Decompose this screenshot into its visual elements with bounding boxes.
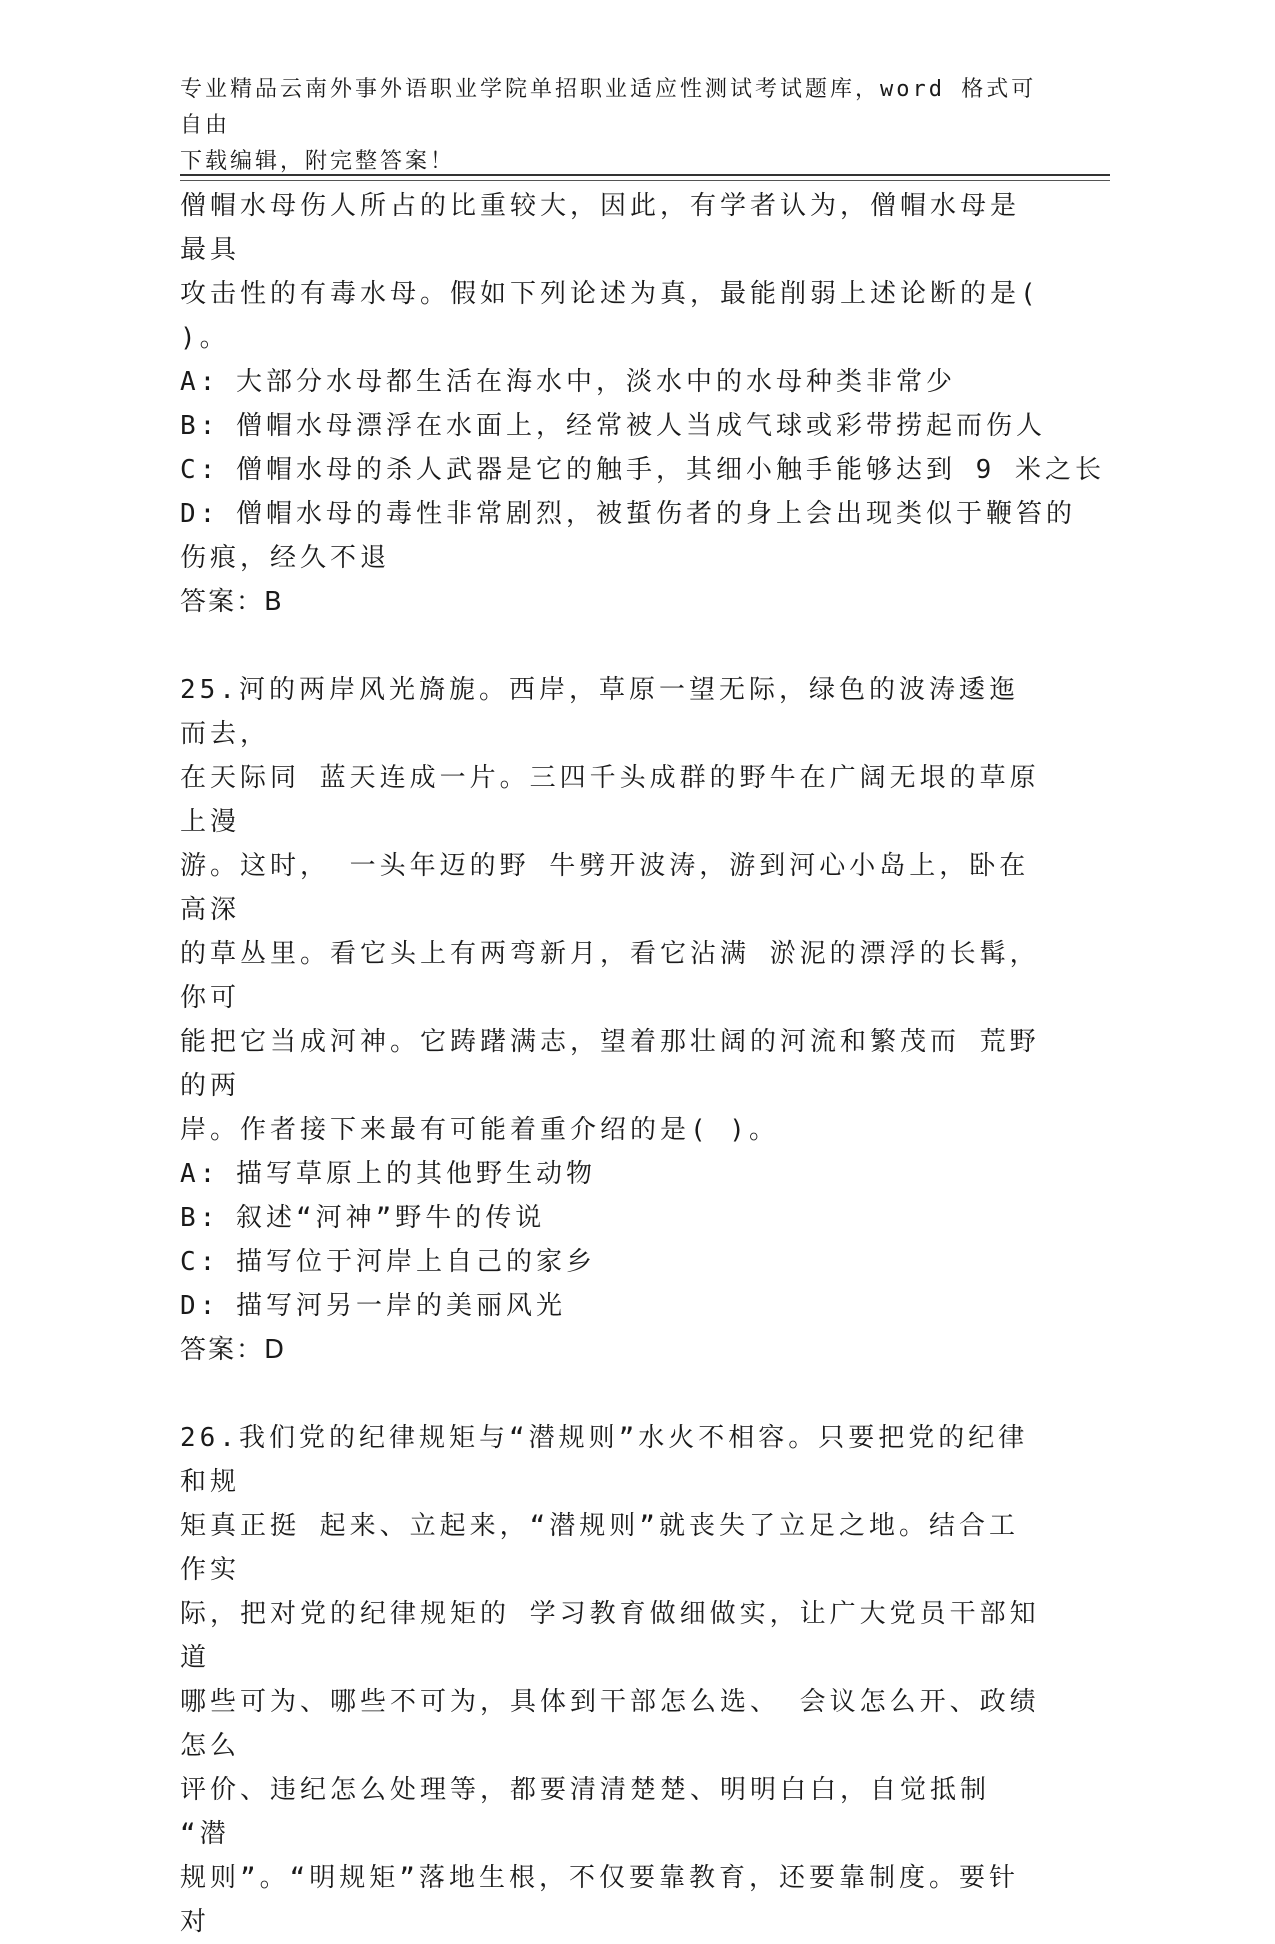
question-stem-line: 哪些可为、哪些不可为，具体到干部怎么选、 会议怎么开、政绩怎么 — [180, 1687, 1040, 1761]
question-stem-line: 规则”。“明规矩”落地生根，不仅要靠教育，还要靠制度。要针对 — [180, 1863, 1019, 1937]
document-body — [180, 184, 1105, 1944]
question-stem-line: 在天际同 蓝天连成一片。三四千头成群的野牛在广阔无垠的草原上漫 — [180, 763, 1040, 837]
option-d: D: 僧帽水母的毒性非常剧烈，被蜇伤者的身上会出现类似于鞭笞的 — [180, 499, 1077, 529]
question-stem-line: 评价、违纪怎么处理等，都要清清楚楚、明明白白，自觉抵制 “潜 — [180, 1775, 991, 1849]
question-stem-line: 26.我们党的纪律规矩与“潜规则”水火不相容。只要把党的纪律和规 — [180, 1423, 1029, 1497]
page-header — [180, 72, 1060, 180]
question-stem-line: 能把它当成河神。它踌躇满志，望着那壮阔的河流和繁茂而 荒野的两 — [180, 1027, 1040, 1101]
question-stem-line: 攻击性的有毒水母。假如下列论述为真，最能削弱上述论断的是( — [180, 279, 1040, 309]
option-a: A: 描写草原上的其他野生动物 — [180, 1159, 597, 1189]
question-26 — [180, 1416, 1040, 1944]
question-25 — [180, 668, 1040, 1372]
question-stem-line: 岸。作者接下来最有可能着重介绍的是( )。 — [180, 1115, 779, 1145]
question-stem-line: 僧帽水母伤人所占的比重较大，因此，有学者认为，僧帽水母是最具 — [180, 191, 1021, 265]
option-d: D: 描写河另一岸的美丽风光 — [180, 1291, 567, 1321]
question-stem-line: 游。这时， 一头年迈的野 牛劈开波涛，游到河心小岛上，卧在高深 — [180, 851, 1030, 925]
header-line-2: 下载编辑，附完整答案！ — [180, 149, 456, 174]
option-c: C: 描写位于河岸上自己的家乡 — [180, 1247, 597, 1277]
question-stem-line: 际，把对党的纪律规矩的 学习教育做细做实，让广大党员干部知道 — [180, 1599, 1040, 1673]
question-stem-line: 25.河的两岸风光旖旎。西岸，草原一望无际，绿色的波涛逶迤而去， — [180, 675, 1019, 749]
option-d-continuation: 伤痕，经久不退 — [180, 543, 391, 573]
header-line-1: 专业精品云南外事外语职业学院单招职业适应性测试考试题库，word 格式可自由 — [180, 77, 1037, 138]
answer: 答案：D — [180, 1335, 287, 1365]
question-stem-line: )。 — [180, 323, 230, 353]
header-rule-thin — [180, 180, 1110, 181]
option-a: A: 大部分水母都生活在海水中，淡水中的水母种类非常少 — [180, 367, 957, 397]
question-stem-line: 矩真正挺 起来、立起来，“潜规则”就丧失了立足之地。结合工作实 — [180, 1511, 1019, 1585]
question-stem-line: 的草丛里。看它头上有两弯新月，看它沾满 淤泥的漂浮的长髯，你可 — [180, 939, 1040, 1013]
header-rule-thick — [180, 174, 1110, 176]
option-b: B: 叙述“河神”野牛的传说 — [180, 1203, 546, 1233]
option-c: C: 僧帽水母的杀人武器是它的触手，其细小触手能够达到 9 米之长 — [180, 455, 1105, 485]
option-b: B: 僧帽水母漂浮在水面上，经常被人当成气球或彩带捞起而伤人 — [180, 411, 1047, 441]
question-24 — [180, 184, 1105, 624]
answer: 答案：B — [180, 587, 284, 617]
